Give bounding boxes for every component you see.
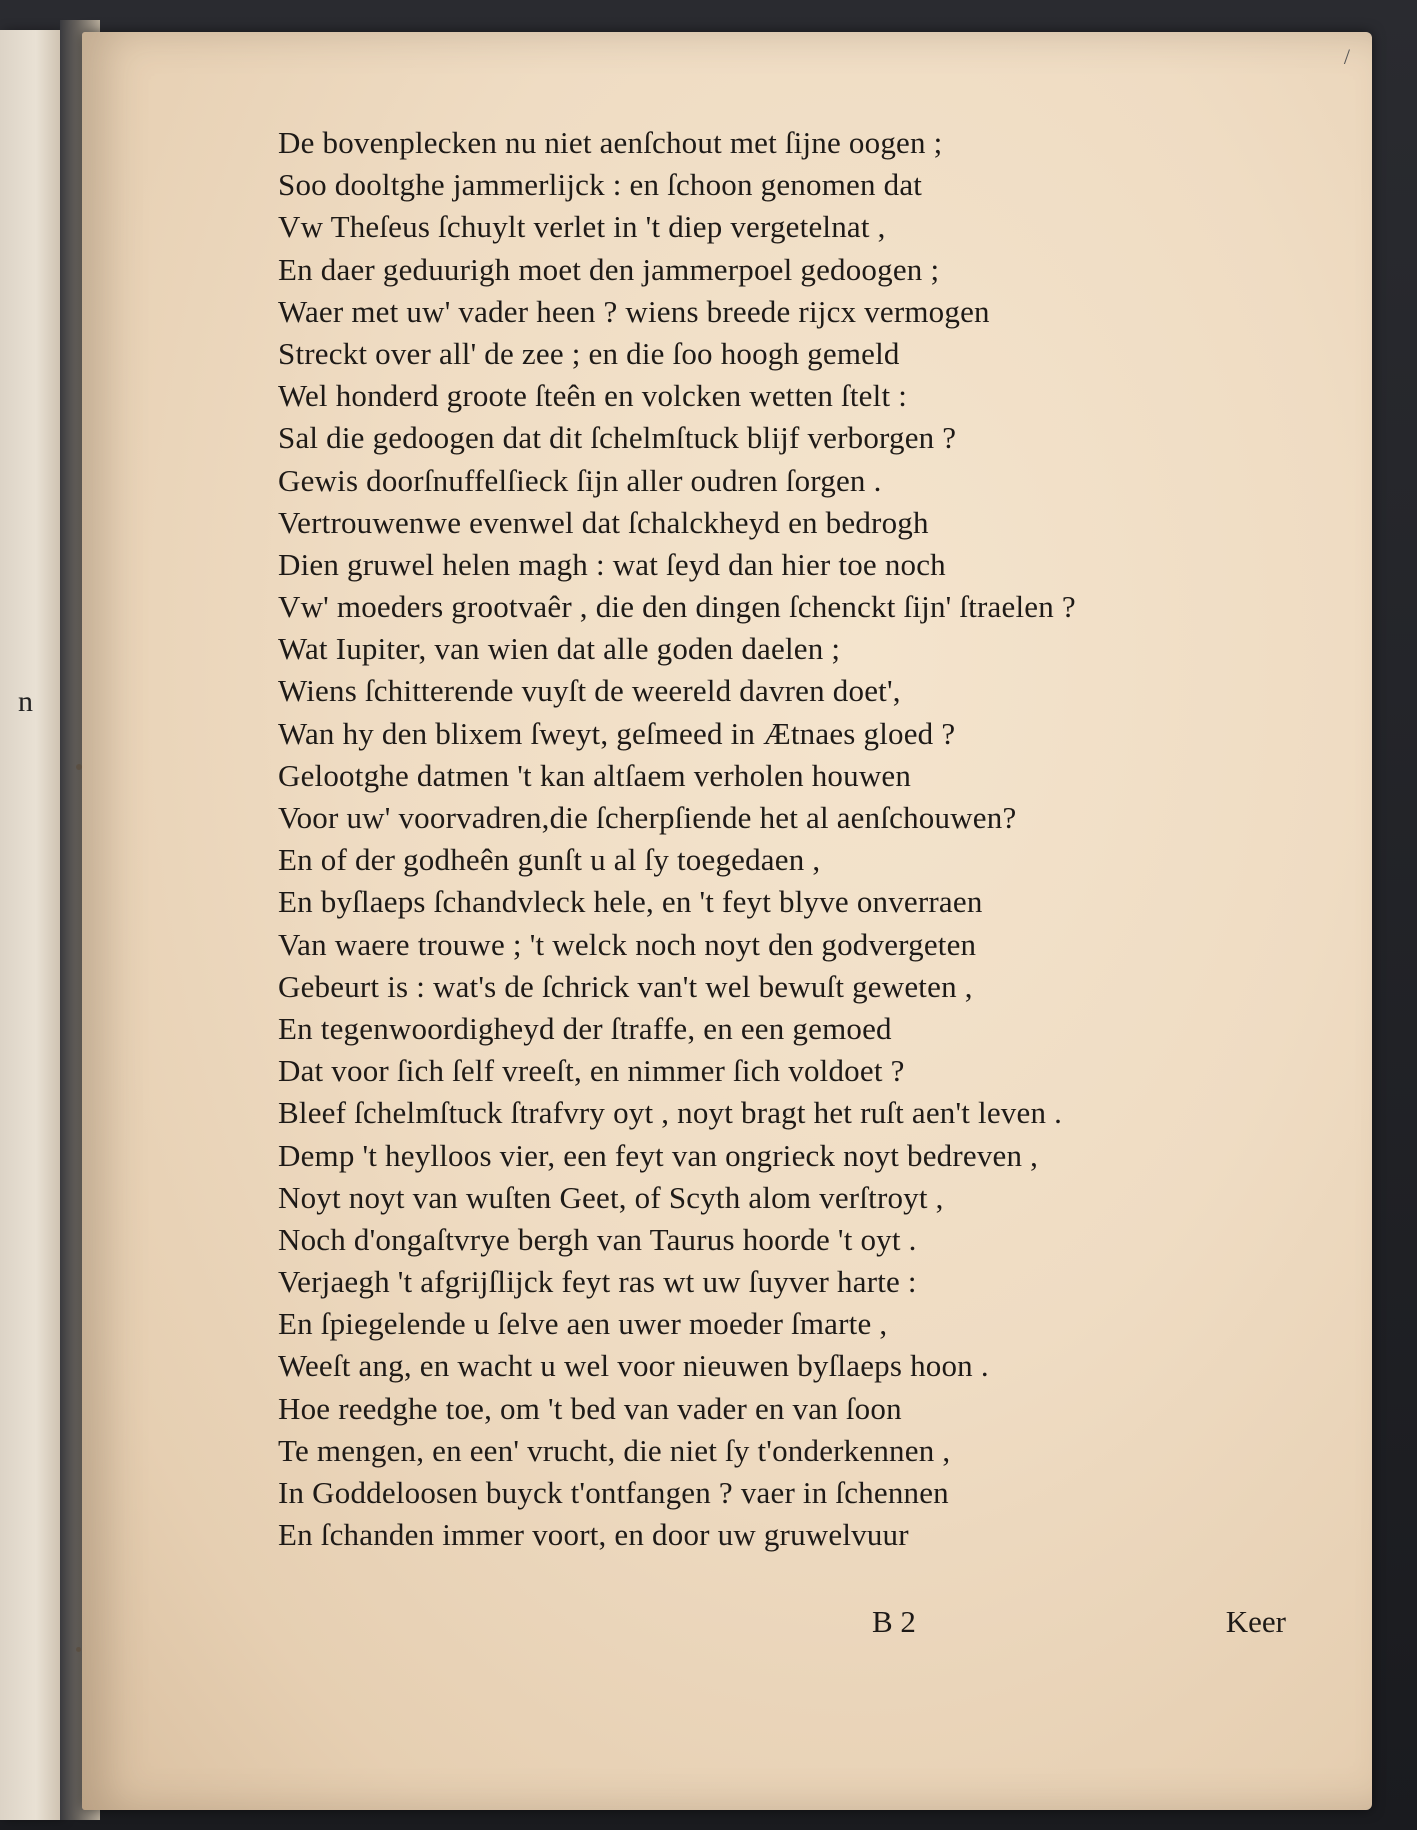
page-footer bbox=[82, 1604, 1372, 1648]
catchword: Keer bbox=[1225, 1604, 1286, 1639]
paper-speck bbox=[76, 1647, 81, 1652]
verse-line: Vw' moeders grootvaêr , die den dingen ſchenckt ſijn' ſtraelen ? bbox=[278, 589, 1076, 625]
verse-line: Noch d'ongaſtvrye bergh van Taurus hoorde 't oyt . bbox=[278, 1221, 917, 1257]
verse-line: Vertrouwenwe evenwel dat ſchalckheyd en bedrogh bbox=[278, 504, 929, 540]
verse-line: En ſchanden immer voort, en door uw gruwelvuur bbox=[278, 1517, 909, 1553]
verse-line: Noyt noyt van wuſten Geet, of Scyth alom verſtroyt , bbox=[278, 1179, 944, 1215]
verse-line: Streckt over all' de zee ; en die ſoo hoogh gemeld bbox=[278, 335, 900, 371]
verse-line: En ſpiegelende u ſelve aen uwer moeder ſmarte , bbox=[278, 1306, 888, 1342]
verse-line: En byſlaeps ſchandvleck hele, en 't feyt blyve onverraen bbox=[278, 884, 983, 920]
verse-line: En tegenwoordigheyd der ſtraffe, en een gemoed bbox=[278, 1010, 892, 1046]
verse-line: Wan hy den blixem ſweyt, geſmeed in Ætnaes gloed ? bbox=[278, 715, 956, 751]
verse-line: En of der godheên gunſt u al ſy toegedaen , bbox=[278, 842, 821, 878]
verse-line: Van waere trouwe ; 't welck noch noyt den godvergeten bbox=[278, 926, 977, 962]
book-page bbox=[82, 32, 1372, 1810]
verse-line: In Goddeloosen buyck t'ontfangen ? vaer in ſchennen bbox=[278, 1475, 949, 1510]
folio-mark: / bbox=[1343, 44, 1350, 69]
verse-line: Gelootghe datmen 't kan altſaem verholen houwen bbox=[278, 757, 912, 793]
facing-page-text-fragment: n bbox=[18, 685, 33, 718]
facing-page-edge bbox=[0, 30, 60, 1820]
verse-line: Wat Iupiter, van wien dat alle goden daelen ; bbox=[278, 631, 841, 667]
verse-line: Wel honderd groote ſteên en volcken wetten ſtelt : bbox=[278, 378, 908, 414]
signature-mark: B 2 bbox=[872, 1604, 916, 1639]
verse-line: Hoe reedghe toe, om 't bed van vader en van ſoon bbox=[278, 1390, 902, 1426]
verse-line: Dien gruwel helen magh : wat ſeyd dan hier toe noch bbox=[278, 546, 946, 582]
verse-line: Soo dooltghe jammerlijck : en ſchoon genomen dat bbox=[278, 167, 923, 203]
verse-line: Bleef ſchelmſtuck ſtrafvry oyt , noyt bragt het ruſt aen't leven . bbox=[278, 1095, 1063, 1131]
verse-line: Te mengen, en een' vrucht, die niet ſy t'onderkennen , bbox=[278, 1432, 951, 1468]
verse-line: Voor uw' voorvadren,die ſcherpſiende het al aenſchouwen? bbox=[278, 800, 1017, 835]
verse-line: Wiens ſchitterende vuyſt de weereld davren doet', bbox=[278, 673, 901, 709]
paper-speck bbox=[76, 764, 82, 770]
verse-text bbox=[278, 122, 1328, 1556]
verse-line: Gebeurt is : wat's de ſchrick van't wel bewuſt geweten , bbox=[278, 968, 973, 1004]
verse-line: De bovenplecken nu niet aenſchout met ſijne oogen ; bbox=[278, 125, 943, 160]
verse-line: En daer geduurigh moet den jammerpoel gedoogen ; bbox=[278, 251, 940, 287]
verse-line: Verjaegh 't afgrijſlijck feyt ras wt uw ſuyver harte : bbox=[278, 1264, 917, 1300]
verse-line: Dat voor ſich ſelf vreeſt, en nimmer ſich voldoet ? bbox=[278, 1053, 905, 1089]
verse-line: Demp 't heylloos vier, een feyt van ongrieck noyt bedreven , bbox=[278, 1137, 1039, 1173]
verse-line: Sal die gedoogen dat dit ſchelmſtuck blijf verborgen ? bbox=[278, 420, 957, 456]
verse-line: Waer met uw' vader heen ? wiens breede rijcx vermogen bbox=[278, 293, 990, 329]
verse-line: Gewis doorſnuffelſieck ſijn aller oudren ſorgen . bbox=[278, 462, 882, 498]
verse-line: Weeſt ang, en wacht u wel voor nieuwen byſlaeps hoon . bbox=[278, 1348, 989, 1384]
verse-line: Vw Theſeus ſchuylt verlet in 't diep vergetelnat , bbox=[278, 209, 886, 245]
